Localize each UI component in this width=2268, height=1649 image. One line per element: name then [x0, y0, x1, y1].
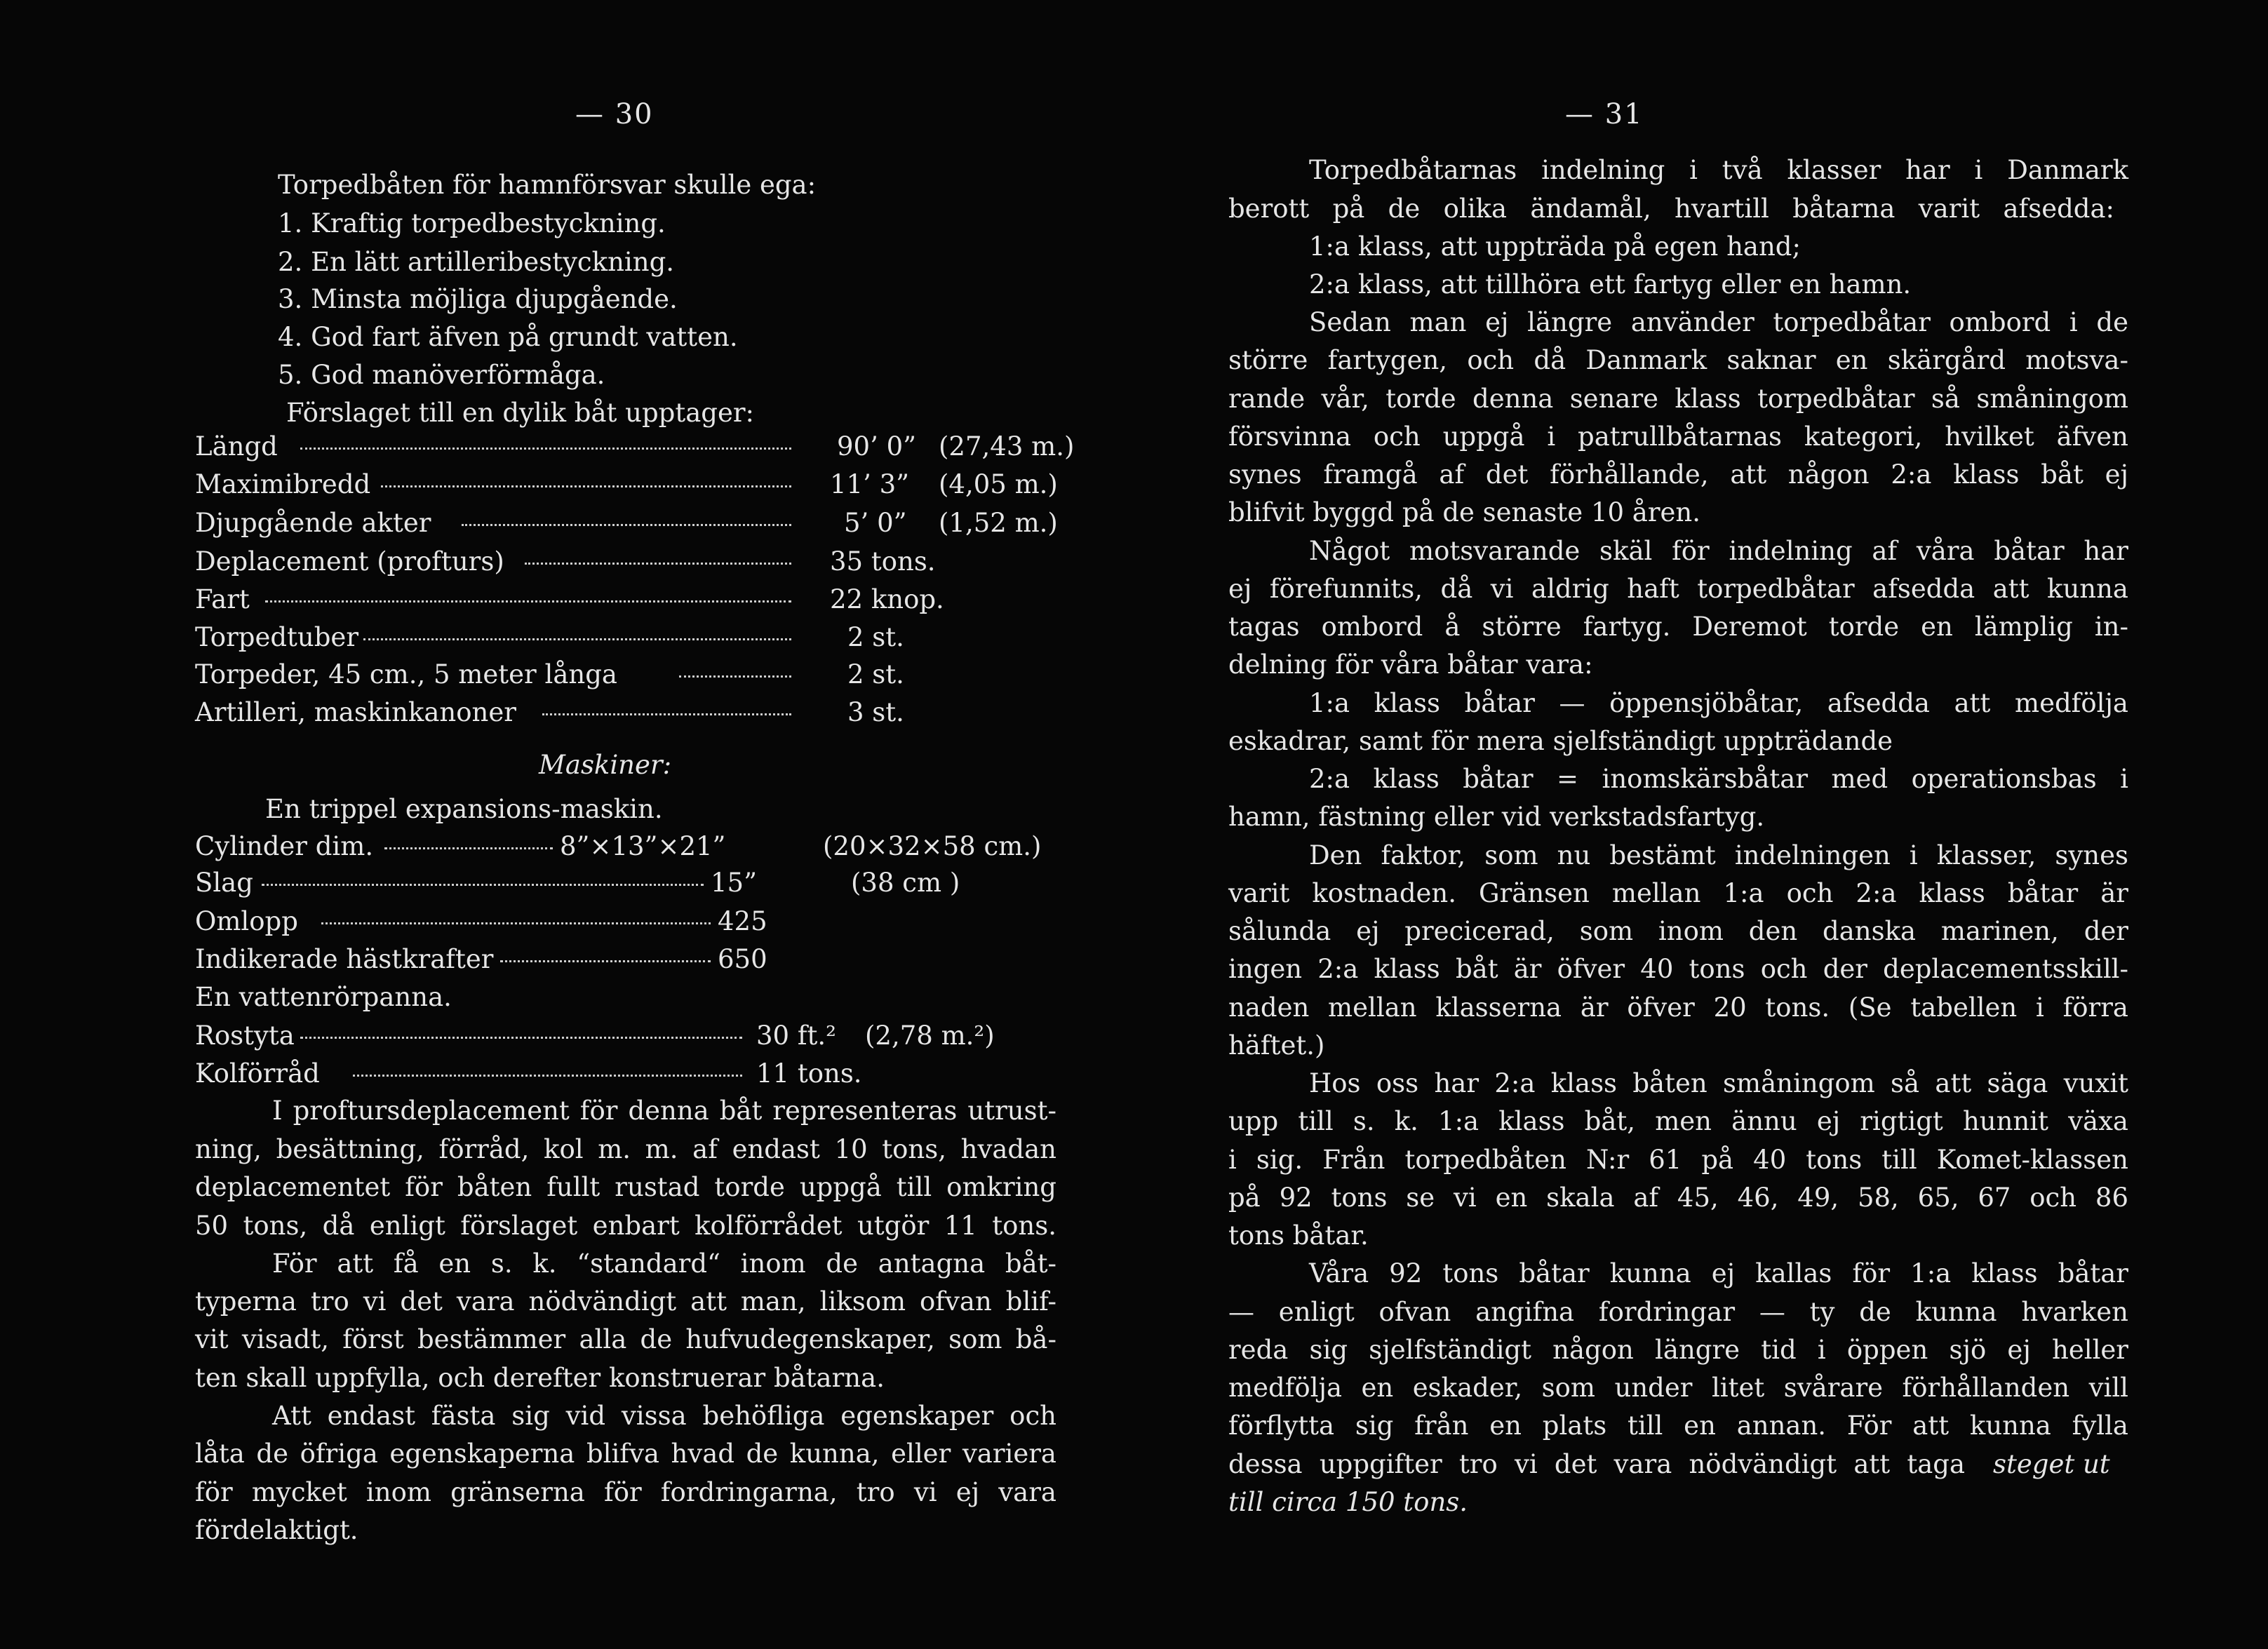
body-line: upp till s. k. 1:a klass båt, men ännu ej rigtigt hunnit växa: [1228, 1106, 2128, 1136]
spec-metric: (1,52 m.): [939, 508, 1058, 538]
body-line: ingen 2:a klass båt är öfver 40 tons och der deplacementsskill-: [1228, 954, 2128, 984]
boiler-label: Kolförråd: [195, 1058, 320, 1089]
body-line: tons båtar.: [1228, 1220, 1369, 1251]
body-line: tagas ombord å större fartyg. Deremot torde en lämplig in-: [1228, 612, 2128, 642]
body-line: för mycket inom gränserna för fordringarna, tro vi ej vara: [195, 1477, 1056, 1507]
spec-label: Torpeder, 45 cm., 5 meter långa: [195, 659, 617, 689]
spec-row: [195, 699, 1056, 727]
spec-label: Artilleri, maskinkanoner: [195, 697, 516, 727]
spec-value: 2 st.: [847, 622, 904, 652]
boiler-label: Rostyta: [195, 1021, 295, 1051]
spec-label: Djupgående akter: [195, 508, 431, 538]
spec-value: 3 st.: [847, 697, 904, 727]
dot-leader: [381, 485, 791, 487]
dot-leader: [363, 638, 791, 640]
requirement-item: 4. God fart äfven på grundt vatten.: [278, 322, 738, 352]
body-line: rande vår, torde denna senare klass torpedbåtar så småningom: [1228, 384, 2128, 414]
machinery-heading: Maskiner:: [539, 750, 672, 780]
engine-metric: (20×32×58 cm.): [823, 831, 1042, 861]
proposal-intro: Förslaget till en dylik båt upptager:: [286, 398, 754, 428]
dot-leader: [265, 600, 791, 603]
italic-emphasis: steget ut: [1993, 1449, 2110, 1479]
engine-label: Omlopp: [195, 906, 298, 936]
body-line: varit kostnaden. Gränsen mellan 1:a och 2:a klass båtar är: [1228, 878, 2128, 908]
spec-label: Maximibredd: [195, 469, 371, 499]
spec-label: Längd: [195, 431, 278, 462]
spec-value: 5’ 0”: [844, 508, 907, 538]
body-line: i sig. Från torpedbåten N:r 61 på 40 tons till Komet-klassen: [1228, 1145, 2128, 1175]
dot-leader: [353, 1075, 742, 1077]
body-line: dessa uppgifter tro vi det vara nödvändigt att taga: [1228, 1449, 1965, 1479]
engine-label: Slag: [195, 868, 253, 898]
body-line: Hos oss har 2:a klass båten småningom så att säga vuxit: [1309, 1068, 2128, 1098]
dot-leader: [262, 884, 704, 886]
body-line: Sedan man ej längre använder torpedbåtar ombord i de: [1309, 307, 2128, 337]
body-line: 2:a klass, att tillhöra ett fartyg eller en hamn.: [1309, 269, 1912, 299]
body-line: fördelaktigt.: [195, 1515, 358, 1545]
body-line: förflytta sig från en plats till en annan. För att kunna fylla: [1228, 1411, 2128, 1441]
body-line: Torpedbåtarnas indelning i två klasser har i Danmark: [1309, 155, 2128, 185]
spec-row: [195, 471, 1056, 499]
body-line: — enligt ofvan angifna fordringar — ty de kunna hvarken: [1228, 1297, 2128, 1327]
requirement-item: 5. God manöverförmåga.: [278, 360, 605, 390]
spec-row: [195, 661, 1056, 689]
body-line: 1:a klass båtar — öppensjöbåtar, afsedda att medfölja: [1309, 688, 2128, 718]
dot-leader: [300, 1037, 742, 1039]
body-line: Något motsvarande skäl för indelning af våra båtar har: [1309, 536, 2128, 566]
engine-row: [195, 870, 1056, 898]
body-line: sålunda ej precicerad, som inom den danska marinen, der: [1228, 916, 2128, 946]
body-line: delning för våra båtar vara:: [1228, 649, 1593, 680]
spec-label: Deplacement (profturs): [195, 546, 504, 577]
right-page: [1134, 0, 2268, 1649]
dot-leader: [525, 563, 791, 565]
body-line: För att få en s. k. “standard“ inom de antagna båt-: [272, 1248, 1056, 1279]
dot-leader: [542, 713, 791, 715]
requirement-item: 3. Minsta möjliga djupgående.: [278, 284, 678, 314]
dot-leader: [384, 847, 553, 849]
engine-metric: (38 cm ): [851, 868, 960, 898]
body-line: 1:a klass, att uppträda på egen hand;: [1309, 231, 1801, 262]
body-line: I proftursdeplacement för denna båt representeras utrust-: [272, 1096, 1056, 1126]
body-line: låta de öfriga egenskaperna blifva hvad de kunna, eller variera: [195, 1439, 1056, 1469]
engine-row: [195, 946, 1056, 974]
body-line: 2:a klass båtar = inomskärsbåtar med operationsbas i: [1309, 764, 2128, 794]
requirement-item: 1. Kraftig torpedbestyckning.: [278, 208, 666, 238]
spec-label: Torpedtuber: [195, 622, 359, 652]
engine-row: [195, 908, 1056, 936]
body-line: Våra 92 tons båtar kunna ej kallas för 1:a klass båtar: [1309, 1258, 2128, 1288]
spec-row: [195, 548, 1056, 577]
body-line: eskadrar, samt för mera sjelfständigt uppträdande: [1228, 726, 1893, 756]
intro-line: Torpedbåten för hamnförsvar skulle ega:: [278, 170, 817, 200]
boiler-intro: En vattenrörpanna.: [195, 982, 452, 1012]
body-line: ten skall uppfylla, och derefter konstruerar båtarna.: [195, 1363, 885, 1393]
left-column: [195, 0, 1075, 1649]
spec-value: 90’ 0”: [837, 431, 917, 462]
spec-row: [195, 431, 1075, 462]
body-line: berott på de olika ändamål, hvartill båtarna varit afsedda:: [1228, 194, 2114, 224]
requirement-item: 2. En lätt artilleribestyckning.: [278, 247, 675, 277]
spec-metric: (4,05 m.): [939, 469, 1058, 499]
page-number-left: — 30: [575, 98, 654, 130]
body-line: ning, besättning, förråd, kol m. m. af endast 10 tons, hvadan: [195, 1134, 1056, 1164]
spec-row: [195, 510, 1056, 538]
body-line: deplacementet för båten fullt rustad torde uppgå till omkring: [195, 1172, 1056, 1202]
page-number-right: — 31: [1565, 98, 1644, 130]
engine-value: 8”×13”×21”: [560, 831, 726, 861]
dot-leader: [462, 524, 791, 526]
body-line: Att endast fästa sig vid vissa behöfliga egenskaper och: [272, 1401, 1056, 1431]
dot-leader: [300, 447, 791, 450]
body-line: typerna tro vi det vara nödvändigt att man, liksom ofvan blif-: [195, 1286, 1056, 1317]
body-line: försvinna och uppgå i patrullbåtarnas kategori, hvilket äfven: [1228, 422, 2128, 452]
dot-leader: [679, 675, 791, 678]
body-line: större fartygen, och då Danmark saknar en skärgård motsva-: [1228, 345, 2128, 375]
engine-intro: En trippel expansions-maskin.: [265, 794, 663, 824]
body-line: blifvit byggd på de senaste 10 åren.: [1228, 497, 1701, 527]
body-line: vit visadt, först bestämmer alla de hufvudegenskaper, som bå-: [195, 1324, 1056, 1354]
body-line: Den faktor, som nu bestämt indelningen i klasser, synes: [1309, 840, 2128, 870]
boiler-row: [195, 1058, 1056, 1089]
engine-value: 15”: [711, 868, 757, 898]
body-line: 50 tons, då enligt förslaget enbart kolförrådet utgör 11 tons.: [195, 1211, 1056, 1241]
body-line: synes framgå af det förhållande, att någon 2:a klass båt ej: [1228, 459, 2128, 490]
engine-label: Indikerade hästkrafter: [195, 944, 494, 974]
boiler-value: 30 ft.²: [756, 1021, 836, 1051]
spec-row: [195, 586, 1056, 614]
body-line: på 92 tons se vi en skala af 45, 46, 49, 58, 65, 67 och 86: [1228, 1183, 2128, 1213]
spec-value: 11’ 3”: [830, 469, 910, 499]
body-line: naden mellan klasserna är öfver 20 tons. (Se tabellen i förra: [1228, 992, 2128, 1023]
spec-value: 22 knop.: [830, 584, 944, 614]
right-column: [1228, 0, 2128, 1649]
spec-label: Fart: [195, 584, 250, 614]
body-line: hamn, fästning eller vid verkstadsfartyg.: [1228, 802, 1765, 832]
spec-value: 2 st.: [847, 659, 904, 689]
dot-leader: [500, 960, 711, 962]
boiler-value: 11 tons.: [756, 1058, 862, 1089]
italic-emphasis: till circa 150 tons.: [1228, 1487, 1468, 1517]
spec-row: [195, 624, 1056, 652]
engine-value: 650: [718, 944, 767, 974]
boiler-metric: (2,78 m.²): [865, 1021, 995, 1051]
spec-value: 35 tons.: [830, 546, 936, 577]
body-line: medfölja en eskader, som under litet svårare förhållanden vill: [1228, 1373, 2128, 1403]
body-line: ej förefunnits, då vi aldrig haft torpedbåtar afsedda att kunna: [1228, 574, 2128, 604]
body-line: häftet.): [1228, 1030, 1325, 1061]
engine-row: [195, 833, 1056, 861]
body-line: reda sig sjelfständigt någon längre tid i öppen sjö ej heller: [1228, 1335, 2128, 1365]
spec-metric: (27,43 m.): [939, 431, 1075, 462]
boiler-row: [195, 1023, 1056, 1051]
dot-leader: [321, 922, 711, 924]
engine-value: 425: [718, 906, 767, 936]
engine-label: Cylinder dim.: [195, 831, 374, 861]
